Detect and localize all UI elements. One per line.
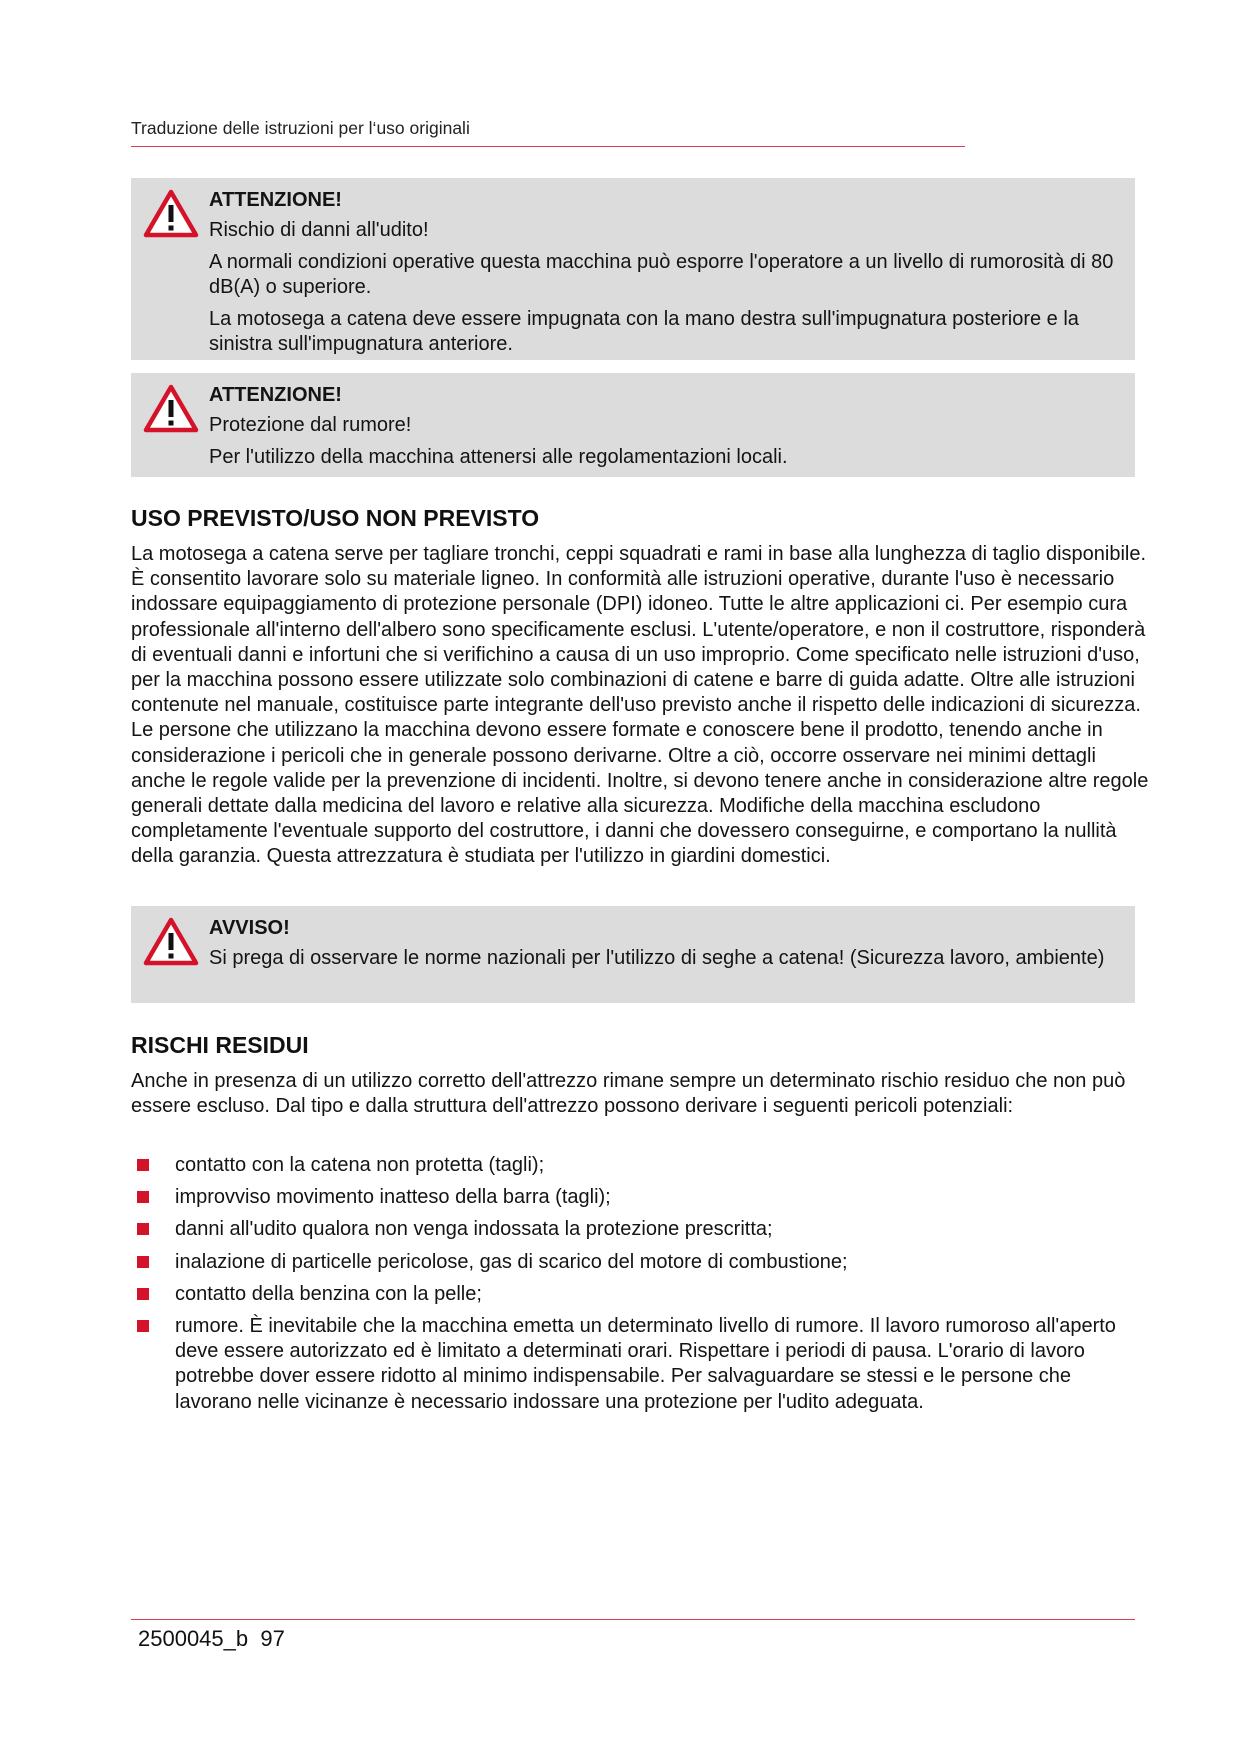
square-bullet-icon — [137, 1288, 149, 1300]
warning-box-noise — [131, 373, 1135, 477]
page-header-title: Traduzione delle istruzioni per l‘uso originali — [131, 118, 470, 138]
warning-line: Rischio di danni all'udito! — [209, 219, 429, 241]
list-item: contatto della benzina con la pelle; — [131, 1282, 1151, 1307]
square-bullet-icon — [137, 1223, 149, 1235]
list-item: improvviso movimento inatteso della barra (tagli); — [131, 1185, 1151, 1210]
warning-box-notice — [131, 906, 1135, 1003]
warning-title: AVVISO! — [209, 917, 290, 939]
residual-risks-list — [131, 1153, 1151, 1422]
page-number: 97 — [260, 1626, 285, 1651]
list-item: rumore. È inevitabile che la macchina emetta un determinato livello di rumore. Il lavoro rumoroso all'aperto deve essere autorizzato ed è limitato a determinati orari. Rispettare i periodi di pausa. L'orario di lavoro potrebbe dover essere ridotto al minimo indispensabile. Per salvaguardare se stessi e le persone che lavorano nelle vicinanze è necessario indossare una protezione per l'udito adeguata. — [131, 1314, 1151, 1415]
square-bullet-icon — [137, 1159, 149, 1171]
warning-line: Si prega di osservare le norme nazionali per l'utilizzo di seghe a catena! (Sicurezza lavoro, ambiente) — [209, 947, 1105, 969]
residual-risks-intro: Anche in presenza di un utilizzo corretto dell'attrezzo rimane sempre un determinato rischio residuo che non può essere escluso. Dal tipo e dalla struttura dell'attrezzo possono derivare i seguenti pericoli potenziali: — [131, 1070, 1126, 1118]
square-bullet-icon — [137, 1256, 149, 1268]
warning-line: Per l'utilizzo della macchina attenersi alle regolamentazioni locali. — [209, 446, 788, 468]
warning-triangle-icon — [143, 188, 199, 238]
warning-line: La motosega a catena deve essere impugnata con la mano destra sull'impugnatura posteriore e la sinistra sull'impugnatura anteriore. — [209, 308, 1079, 355]
warning-line: Protezione dal rumore! — [209, 414, 412, 436]
warning-box-hearing — [131, 178, 1135, 360]
warning-title: ATTENZIONE! — [209, 384, 342, 406]
warning-triangle-icon — [143, 383, 199, 433]
warning-triangle-icon — [143, 916, 199, 966]
list-item: contatto con la catena non protetta (tagli); — [131, 1153, 1151, 1178]
warning-line: A normali condizioni operative questa macchina può esporre l'operatore a un livello di rumorosità di 80 dB(A) o superiore. — [209, 251, 1114, 298]
square-bullet-icon — [137, 1320, 149, 1332]
list-item: danni all'udito qualora non venga indossata la protezione prescritta; — [131, 1217, 1151, 1242]
warning-title: ATTENZIONE! — [209, 189, 342, 211]
document-code: 2500045_b — [138, 1626, 249, 1651]
list-item: inalazione di particelle pericolose, gas di scarico del motore di combustione; — [131, 1250, 1151, 1275]
intended-use-paragraph: La motosega a catena serve per tagliare tronchi, ceppi squadrati e rami in base alla lunghezza di taglio disponibile. È consentito lavorare solo su materiale ligneo. In conformità alle istruzioni operative, durante l'uso è necessario indossare equipaggiamento di protezione personale (DPI) idoneo. Tutte le altre applicazioni ci. Per esempio cura professionale all'interno dell'albero sono specificamente esclusi. L'utente/operatore, e non il costruttore, risponderà di eventuali danni e infortuni che si verifichino a causa di un uso improprio. Come specificato nelle istruzioni d'uso, per la macchina possono essere utilizzate solo combinazioni di catene e barre di guida adatte. Oltre alle istruzioni contenute nel manuale, costituisce parte integrante dell'uso previsto anche il rispetto delle indicazioni di sicurezza. Le persone che utilizzano la macchina devono essere formate e conoscere bene il prodotto, tenendo anche in considerazione i pericoli che in generale possono derivarne. Oltre a ciò, occorre osservare nei minimi dettagli anche le regole valide per la prevenzione di incidenti. Inoltre, si devono tenere anche in considerazione altre regole generali dettate dalla medicina del lavoro e relative alla sicurezza. Modifiche della macchina escludono completamente l'eventuale supporto del costruttore, i danni che dovessero conseguirne, e comportano la nullità della garanzia. Questa attrezzatura è studiata per l'utilizzo in giardini domestici. — [131, 543, 1149, 868]
page-footer — [138, 1626, 285, 1652]
header-divider — [131, 146, 965, 147]
section-heading-residual-risks: RISCHI RESIDUI — [131, 1032, 309, 1058]
section-heading-intended-use: USO PREVISTO/USO NON PREVISTO — [131, 505, 540, 531]
footer-divider — [131, 1619, 1135, 1620]
square-bullet-icon — [137, 1191, 149, 1203]
